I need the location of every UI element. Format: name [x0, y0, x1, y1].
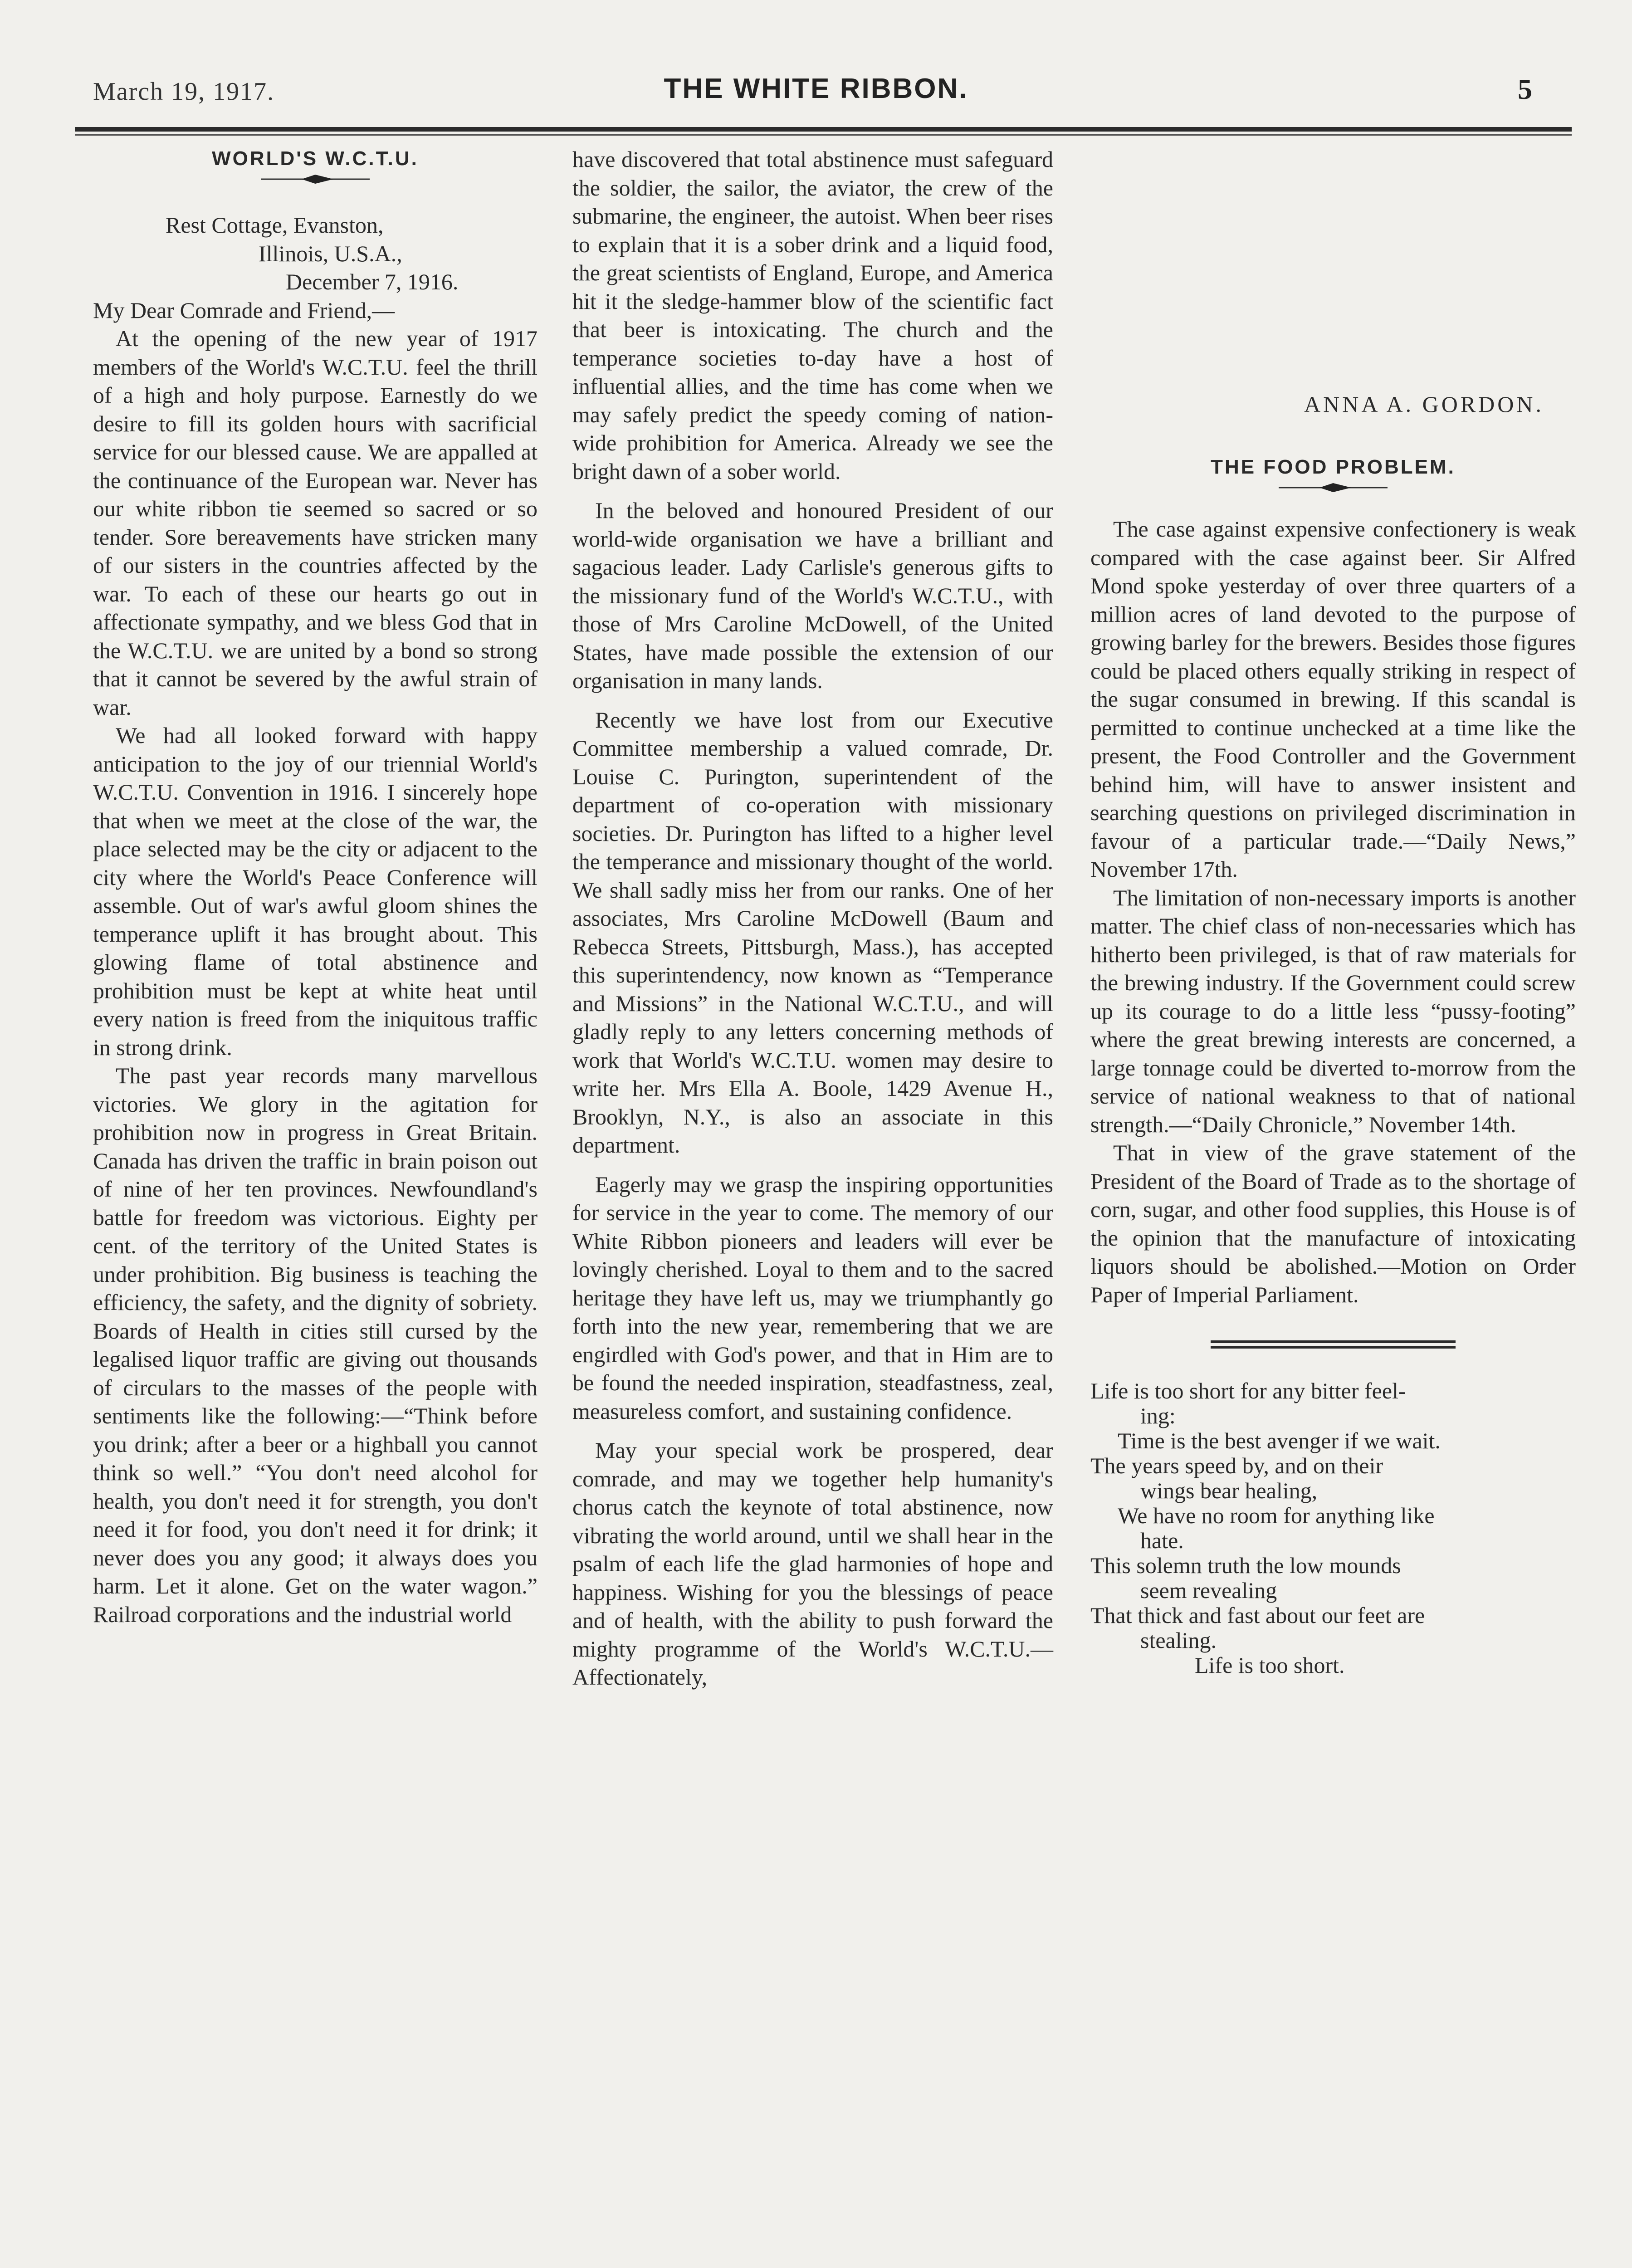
poem-line: seem revealing: [1140, 1578, 1277, 1603]
wctu-paragraph: We had all looked forward with happy anticipation to the joy of our triennial World's W.C.T.U. Convention in 1916. I sincerely hope that when we meet at the close of the war, the place selected may be the city or adjacent to the city where the World's Peace Conference will assemble. Out of war's awful gloom shines the temperance uplift it has brought about. This glowing flame of total abstinence and prohibition must be kept at white heat until every nation is freed from the iniquitous traffic in strong drink.: [93, 723, 537, 1060]
poem-line: The years speed by, and on their: [1090, 1453, 1383, 1478]
address-line-2: Illinois, U.S.A.,: [259, 240, 402, 266]
masthead-rule: [75, 127, 1572, 132]
poem-line: stealing.: [1140, 1628, 1217, 1653]
letter-signature: ANNA A. GORDON.: [1304, 391, 1544, 417]
wctu-paragraph: The past year records many marvellous victories. We glory in the agitation for prohibition now in progress in Great Britain. Canada has driven the traffic in brain poison out of nine of her ten provinces. Newfoundland's battle for freedom was victorious. Eighty per cent. of the territory of the United States is under prohibition. Big business is teaching the efficiency, the safety, and the dignity of sobriety. Boards of Health in cities still cursed by the legalised liquor traffic are giving out thousands of circulars to the masses of the people with sentiments like the following:—“Think before you drink; after a beer or a highball you cannot think so well.” “You don't need alcohol for health, you don't need it for strength, you don't need it for food, you don't need it for drink; it never does you any good; it always does you harm. Let it alone. Get on the water wagon.” Railroad corporations and the industrial world: [93, 1063, 537, 1627]
masthead: [0, 68, 1632, 113]
wctu-paragraph: have discovered that total abstinence must safeguard the soldier, the sailor, the aviator, the crew of the submarine, the engineer, the autoist. When beer rises to explain that it is a sober drink and a liquid food, the great scientists of England, Europe, and America hit it the sledge-hammer blow of the scientific fact that beer is intoxicating. The church and the temperance societies to-day have a host of influential allies, and the time has come when we may safely predict the speedy coming of nation-wide prohibition for America. Already we see the bright dawn of a sober world.: [572, 147, 1053, 484]
letter-address: [93, 211, 537, 296]
poem-line: ing:: [1140, 1403, 1176, 1428]
salutation: My Dear Comrade and Friend,—: [93, 297, 395, 323]
wctu-paragraph: In the beloved and honoured President of our world-wide organisation we have a brilliant and sagacious leader. Lady Carlisle's generous gifts to the missionary fund of the World's W.C.T.U., with those of Mrs Caroline McDowell, of the United States, have made possible the extension of our organisation in many lands.: [572, 498, 1053, 693]
masthead-rule-thin: [75, 134, 1572, 136]
poem-line: Life is too short for any bitter feel-: [1090, 1378, 1406, 1403]
poem: [1090, 1378, 1576, 1678]
wctu-paragraph: Recently we have lost from our Executive Committee membership a valued comrade, Dr. Louise C. Purington, superintendent of the department of co-operation with missionary societies. Dr. Purington has lifted to a higher level the temperance and missionary thought of the world. We shall sadly miss her from our ranks. One of her associates, Mrs Caroline McDowell (Baum and Rebecca Streets, Pittsburgh, Mass.), has accepted this superintendency, now known as “Temperance and Missions” in the National W.C.T.U., and will gladly reply to any letters concerning methods of work that World's W.C.T.U. women may desire to write her. Mrs Ella A. Boole, 1429 Avenue H., Brooklyn, N.Y., is also an associate in this department.: [572, 707, 1053, 1158]
letter-signature-block: [1090, 390, 1576, 419]
poem-line: wings bear healing,: [1140, 1478, 1318, 1503]
column-3-body: [1090, 454, 1576, 1678]
poem-line: Life is too short.: [1195, 1652, 1345, 1678]
page-number: 5: [1518, 73, 1532, 105]
publication-title: THE WHITE RIBBON.: [664, 73, 968, 104]
column-2: [572, 145, 1053, 1691]
poem-line: hate.: [1140, 1528, 1184, 1553]
food-paragraph: The case against expensive confectionery is weak compared with the case against beer. Sir Alfred Mond spoke yesterday of over three quarters of a million acres of land devoted to the purpose of growing barley for the brewers. Besides those figures could be placed others equally striking in respect of the sugar consumed in brewing. If this scandal is permitted to continue unchecked at a time like the present, the Food Controller and the Government behind him, will have to answer insistent and searching questions on privileged discrimination in favour of a particular trade.—“Daily News,” November 17th.: [1090, 516, 1576, 882]
address-line-3: December 7, 1916.: [286, 269, 459, 294]
heading-ornament-icon: [1279, 481, 1388, 494]
food-paragraph: That in view of the grave statement of the President of the Board of Trade as to the shortage of corn, sugar, and other food supplies, this House is of the opinion that the manufacture of intoxicating liquors should be abolished.—Motion on Order Paper of Imperial Parliament.: [1090, 1140, 1576, 1307]
heading-ornament-icon: [261, 172, 370, 186]
wctu-paragraph: Eagerly may we grasp the inspiring opportunities for service in the year to come. The memory of our White Ribbon pioneers and leaders will ever be lovingly cherished. Loyal to them and to the sacred heritage they have left us, may we triumphantly go forth into the new year, remembering that we are engirdled with God's power, and that in Him are to be found the needed inspiration, steadfastness, zeal, measureless comfort, and sustaining confidence.: [572, 1171, 1053, 1424]
food-paragraph: The limitation of non-necessary imports is another matter. The chief class of non-necessaries which has hitherto been privileged, is that of raw materials for the brewing industry. If the Government could screw up its courage to do a little less “pussy-footing” where the great brewing interests are concerned, a large tonnage could be diverted to-morrow from the service of national weakness to that of national strength.—“Daily Chronicle,” November 14th.: [1090, 885, 1576, 1137]
poem-line: This solemn truth the low mounds: [1090, 1553, 1401, 1578]
section-divider-icon: [1211, 1340, 1456, 1351]
wctu-heading: WORLD'S W.C.T.U.: [212, 147, 419, 170]
poem-line: We have no room for anything like: [1118, 1503, 1435, 1528]
wctu-paragraph: At the opening of the new year of 1917 members of the World's W.C.T.U. feel the thrill of a high and holy purpose. Earnestly do we desire to fill its golden hours with sacrificial service for our blessed cause. We are appalled at the continuance of the European war. Never has our white ribbon tie seemed so sacred or so tender. Sore bereavements have stricken many of our sisters in the countries affected by the war. To each of these our hearts go out in affectionate sympathy, and we bless God that in the W.C.T.U. we are united by a bond so strong that it cannot be severed by the awful strain of war.: [93, 326, 537, 720]
poem-line: Time is the best avenger if we wait.: [1118, 1428, 1441, 1453]
wctu-paragraph: May your special work be prospered, dear comrade, and may we together help humanity's chorus catch the keynote of total abstinence, now vibrating the world around, until we shall hear in the psalm of each life the glad harmonies of hope and happiness. Wishing for you the blessings of peace and of health, with the ability to push forward the mighty programme of the World's W.C.T.U.—Affectionately,: [572, 1437, 1053, 1690]
issue-date: March 19, 1917.: [93, 78, 275, 106]
address-line-1: Rest Cottage, Evanston,: [166, 212, 384, 238]
poem-line: That thick and fast about our feet are: [1090, 1603, 1425, 1628]
food-heading: THE FOOD PROBLEM.: [1211, 456, 1456, 478]
column-1: [93, 145, 537, 1628]
